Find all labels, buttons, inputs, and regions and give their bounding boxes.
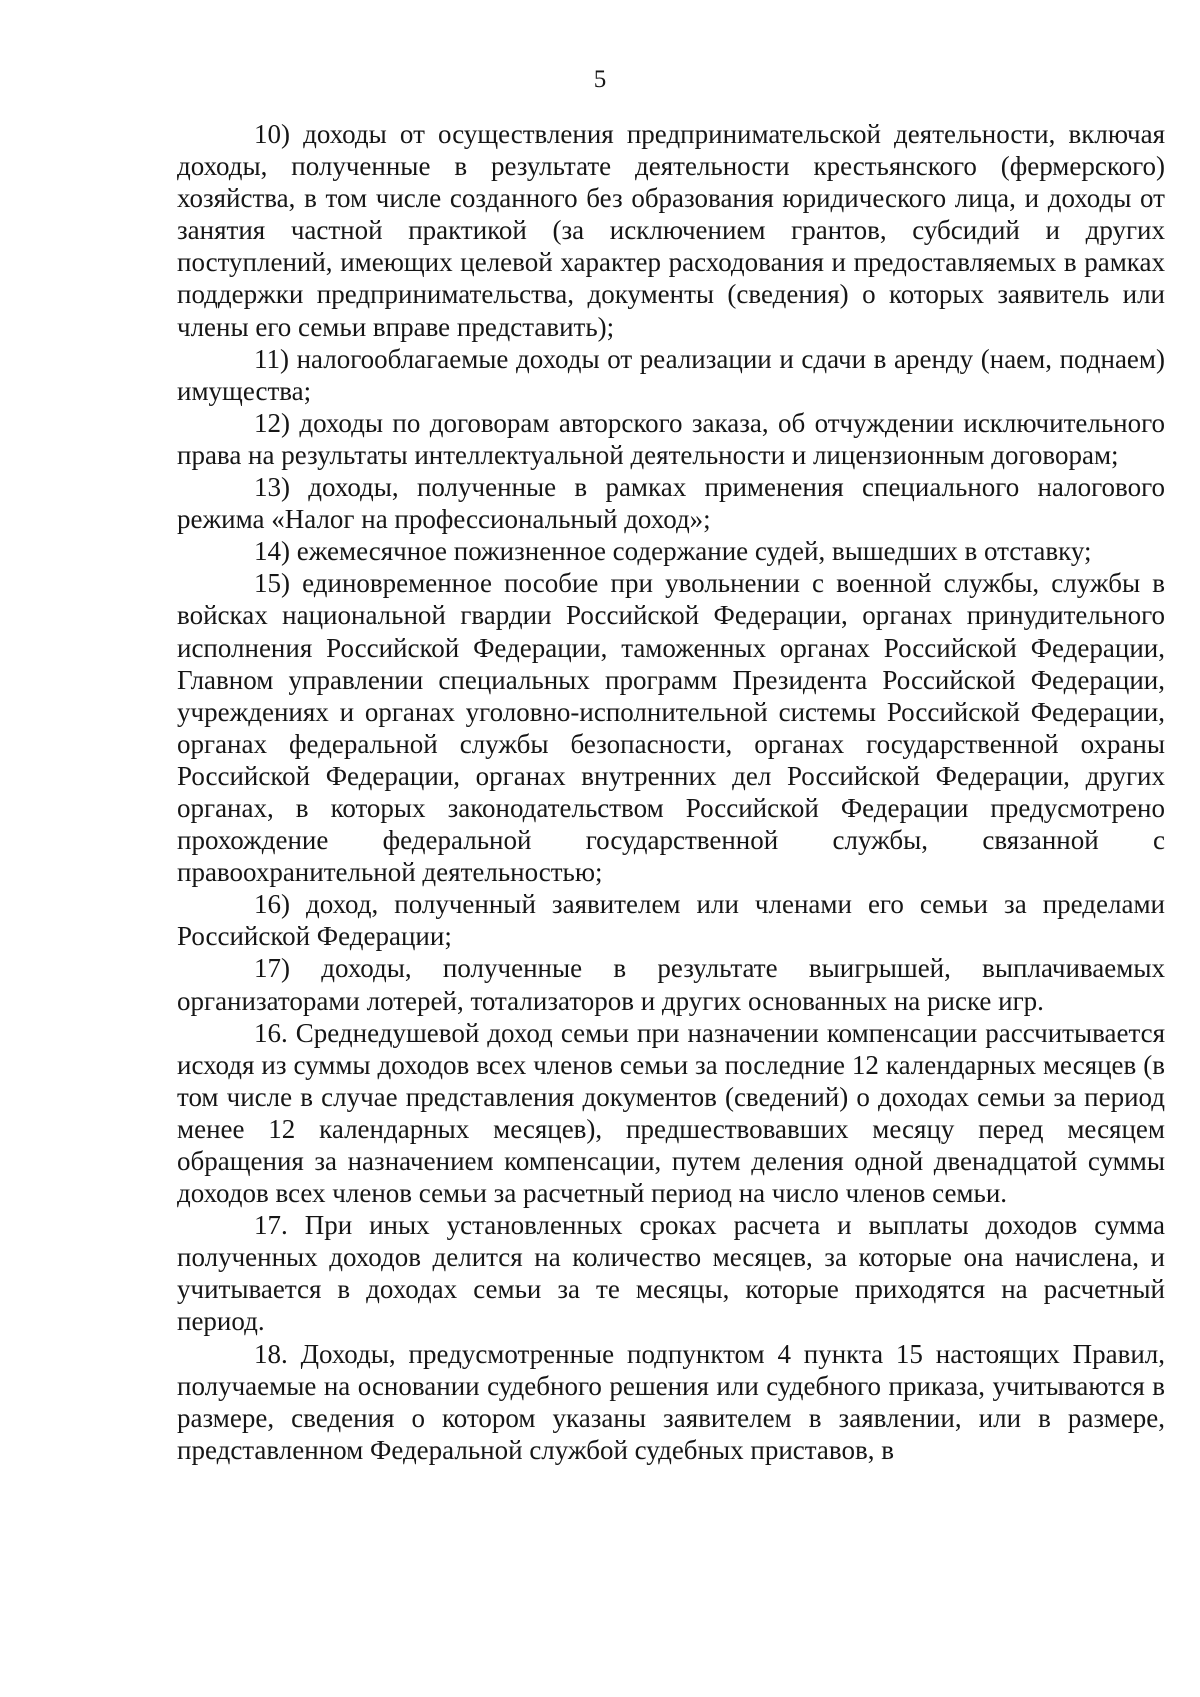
paragraph-income-service-dismissal: 15) единовременное пособие при увольнении с военной службы, службы в войсках национальной гвардии Российской Федерации, органах принудительного исполнения Российской Федерации, таможенных органах Российской Федерации, Главном управлении специальных программ Президента Российской Федерации, учреждениях и органах уголовно-исполнительной системы Российской Федерации, органах федеральной службы безопасности, органах государственной охраны Российской Федерации, органах внутренних дел Российской Федерации, других органах, в которых законодательством Российской Федерации предусмотрено прохождение федеральной государственной службы, связанной с правоохранительной деятельностью; (177, 568, 1165, 888)
paragraph-income-abroad: 16) доход, полученный заявителем или членами его семьи за пределами Российской Федерации; (177, 889, 1165, 952)
paragraph-section-18: 18. Доходы, предусмотренные подпунктом 4 пункта 15 настоящих Правил, получаемые на основании судебного решения или судебного приказа, учитываются в размере, сведения о котором указаны заявителем в заявлении, или в размере, представленном Федеральной службой судебных приставов, в (177, 1338, 1165, 1465)
paragraph-section-17: 17. При иных установленных сроках расчета и выплаты доходов сумма полученных доходов делится на количество месяцев, за которые она начислена, и учитывается в доходах семьи за те месяцы, которые приходятся на расчетный период. (177, 1210, 1165, 1337)
paragraph-section-16: 16. Среднедушевой доход семьи при назначении компенсации рассчитывается исходя из суммы доходов всех членов семьи за последние 12 календарных месяцев (в том числе в случае представления документов (сведений) о доходах семьи за период менее 12 календарных месяцев), предшествовавших месяцу перед месяцем обращения за назначением компенсации, путем деления одной двенадцатой суммы доходов всех членов семьи за расчетный период на число членов семьи. (177, 1017, 1165, 1209)
document-body (177, 118, 1165, 1466)
paragraph-income-lottery: 17) доходы, полученные в результате выигрышей, выплачиваемых организаторами лотерей, тотализаторов и других основанных на риске игр. (177, 953, 1165, 1016)
page-number: 5 (593, 66, 607, 93)
paragraph-income-retired-judges: 14) ежемесячное пожизненное содержание судей, вышедших в отставку; (254, 536, 1092, 567)
paragraph-income-property-rent: 11) налогооблагаемые доходы от реализации и сдачи в аренду (наем, поднаем) имущества; (177, 343, 1165, 406)
paragraph-income-self-employed-tax: 13) доходы, полученные в рамках применения специального налогового режима «Налог на профессиональный доход»; (177, 472, 1165, 535)
paragraph-income-entrepreneurial: 10) доходы от осуществления предпринимательской деятельности, включая доходы, полученные в результате деятельности крестьянского (фермерского) хозяйства, в том числе созданного без образования юридического лица, и доходы от занятия частной практикой (за исключением грантов, субсидий и других поступлений, имеющих целевой характер расходования и предоставляемых в рамках поддержки предпринимательства, документы (сведения) о которых заявитель или члены его семьи вправе представить); (177, 119, 1165, 342)
paragraph-income-copyright: 12) доходы по договорам авторского заказа, об отчуждении исключительного права на результаты интеллектуальной деятельности и лицензионным договорам; (177, 407, 1165, 470)
